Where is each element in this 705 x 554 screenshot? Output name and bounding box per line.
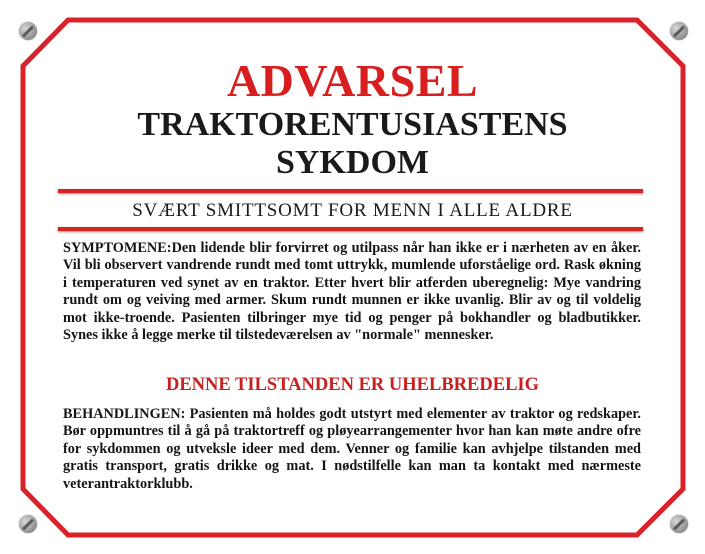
symptoms-label: SYMPTOMENE:	[63, 240, 172, 256]
incurable-notice: DENNE TILSTANDEN ER UHELBREDELIG	[165, 375, 539, 395]
screw-icon	[670, 22, 688, 40]
divider-bottom	[58, 227, 643, 231]
screw-icon	[670, 515, 688, 533]
disease-name-line1: TRAKTORENTUSIASTENS	[137, 106, 568, 143]
disease-name-line2: SYKDOM	[276, 144, 429, 181]
divider-top	[58, 189, 643, 193]
treatment-text: Pasienten må holdes godt utstyrt med elementer av traktor og redskaper. Bør oppmuntres til å gå på traktortreff og pløyearrangementer hvor han kan møte andre ofre for sykdommen og utveksle ideer med dem. Venner og familie kan avhjelpe tilstanden med gratis transport, gratis drikke og mat. I nødstilfelle kan man ta kontakt med nærmeste veterantraktorklubb.	[63, 406, 641, 492]
warning-title: ADVARSEL	[226, 55, 479, 106]
screw-icon	[19, 22, 37, 40]
symptoms-text: Den lidende blir forvirret og utilpass når han ikke er i nærheten av en åker. Vil bli observert vandrende rundt med tomt uttrykk, mumlende uforståelige ord. Rask økning i temperaturen ved synet av en traktor. Etter hvert blir atferden uberegnelig: Mye vandring rundt om og veiving med armer. Skum rundt munnen er ikke uvanlig. Blir av og til voldelig mot ikke-troende. Pasienten tilbringer mye tid og penger på bokhandler og bladbutikker. Synes ikke å legge merke til tilstedeværelsen av "normale" mennesker.	[63, 240, 641, 344]
screw-icon	[19, 515, 37, 533]
treatment-paragraph	[63, 406, 641, 493]
contagious-notice: SVÆRT SMITTSOMT FOR MENN I ALLE ALDRE	[132, 200, 573, 221]
symptoms-paragraph	[63, 240, 641, 344]
treatment-label: BEHANDLINGEN:	[63, 406, 186, 422]
